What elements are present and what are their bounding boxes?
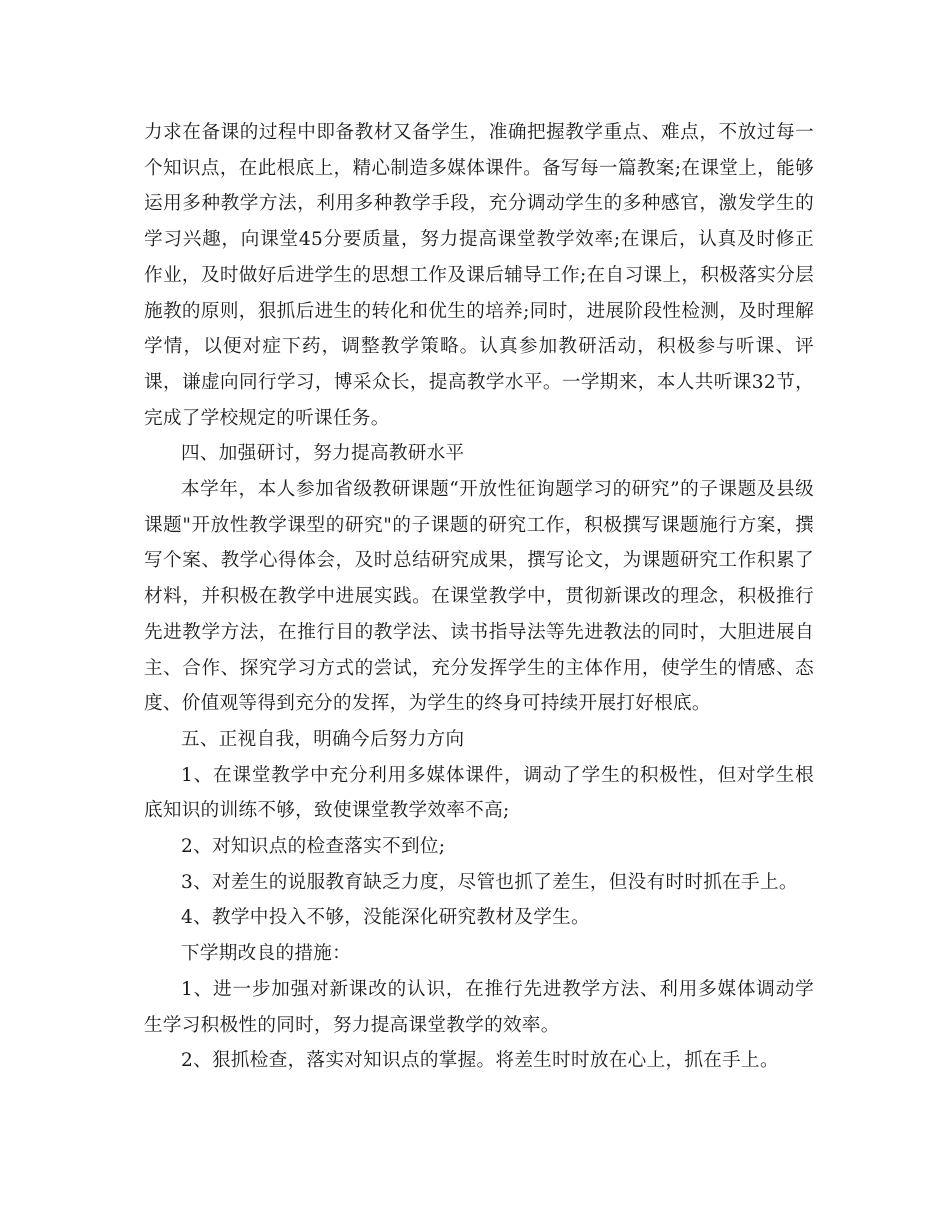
- list-item-problem-3: 3、对差生的说服教育缺乏力度，尽管也抓了差生，但没有时时抓在手上。: [181, 871, 798, 893]
- subheading-improvement-measures: 下学期改良的措施：: [181, 943, 352, 965]
- section-heading-self-reflection: 五、正视自我，明确今后努力方向: [181, 728, 465, 750]
- document-body: [144, 115, 814, 1079]
- section-heading-research: 四、加强研讨，努力提高教研水平: [181, 443, 465, 465]
- paragraph-teaching-practice: 力求在备课的过程中即备教材又备学生，准确把握教学重点、难点，不放过每一个知识点，在此根底上，精心制造多媒体课件。备写每一篇教案;在课堂上，能够运用多种教学方法，利用多种教学手段，充分调动学生的多种感官，激发学生的学习兴趣，向课堂45分要质量，努力提高课堂教学效率;在课后，认真及时修正作业，及时做好后进学生的思想工作及课后辅导工作;在自习课上，积极落实分层施教的原则，狠抓后进生的转化和优生的培养;同时，进展阶段性检测，及时理解学情，以便对症下药，调整教学策略。认真参加教研活动，积极参与听课、评课，谦虚向同行学习，博采众长，提高教学水平。一学期来，本人共听课32节，完成了学校规定的听课任务。: [144, 122, 814, 429]
- list-item-measure-2: 2、狠抓检查，落实对知识点的掌握。将差生时时放在心上，抓在手上。: [181, 1050, 779, 1072]
- list-item-problem-4: 4、教学中投入不够，没能深化研究教材及学生。: [181, 907, 590, 929]
- list-item-problem-2: 2、对知识点的检查落实不到位;: [181, 836, 446, 858]
- list-item-problem-1: 1、在课堂教学中充分利用多媒体课件，调动了学生的积极性，但对学生根底知识的训练不够，致使课堂教学效率不高;: [144, 764, 814, 822]
- list-item-measure-1: 1、进一步加强对新课改的认识，在推行先进教学方法、利用多媒体调动学生学习积极性的同时，努力提高课堂教学的效率。: [144, 978, 814, 1036]
- paragraph-research: 本学年，本人参加省级教研课题“开放性征询题学习的研究”的子课题及县级课题"开放性教学课型的研究"的子课题的研究工作，积极撰写课题施行方案，撰写个案、教学心得体会，及时总结研究成果，撰写论文，为课题研究工作积累了材料，并积极在教学中进展实践。在课堂教学中，贯彻新课改的理念，积极推行先进教学方法，在推行目的教学法、读书指导法等先进教法的同时，大胆进展自主、合作、探究学习方式的尝试，充分发挥学生的主体作用，使学生的情感、态度、价值观等得到充分的发挥，为学生的终身可持续开展打好根底。: [144, 479, 814, 715]
